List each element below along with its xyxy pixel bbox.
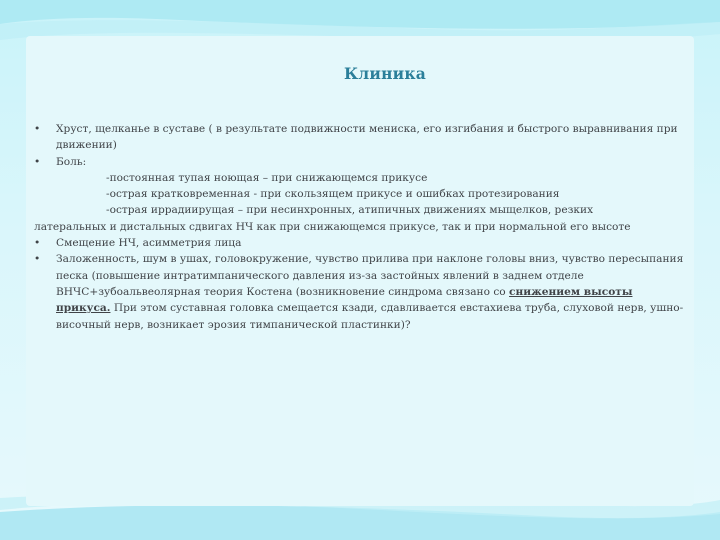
item-text: Смещение НЧ, асимметрия лица bbox=[56, 237, 242, 250]
sub-item: -постоянная тупая ноющая – при снижающемся прикусе bbox=[106, 171, 428, 184]
list-item bbox=[34, 121, 686, 154]
item-text: Хруст, щелканье в суставе ( в результате подвижности мениска, его изгибания и быстрого выравнивания при движении) bbox=[56, 123, 678, 152]
item-text-part: Заложенность, шум в ушах, головокружение, чувство прилива при наклоне головы вниз, чувство пересыпания песка (повышение интратимпанического давления из-за застойных явлений в заднем отделе ВНЧС+зубоальвеолярная теория Костена (возникновение синдрома связано со bbox=[56, 253, 684, 298]
slide-body bbox=[34, 121, 686, 333]
item-text-part: При этом суставная головка смещается кзади, сдавливается евстахиева труба, слуховой нерв, ушно-височный нерв, возникает эрозия тимпанической пластинки)? bbox=[56, 302, 684, 331]
item-text: Боль: bbox=[56, 155, 87, 168]
sub-item-continuation: латеральных и дистальных сдвигах НЧ как при снижающемся прикусе, так и при нормальной его высоте bbox=[34, 220, 631, 233]
sub-item: -острая иррадиирущая – при несинхронных, атипичных движениях мыщелков, резких bbox=[106, 204, 594, 217]
bullet-icon: • bbox=[34, 155, 41, 168]
sub-item: -острая кратковременная - при скользящем прикусе и ошибках протезирования bbox=[106, 188, 560, 201]
slide-title: Клиника bbox=[343, 64, 426, 83]
list-item bbox=[34, 235, 686, 251]
item-text bbox=[56, 253, 683, 330]
bullet-icon: • bbox=[34, 237, 41, 250]
list-item bbox=[34, 251, 686, 332]
bullet-icon: • bbox=[34, 253, 41, 266]
emphasized-text: снижением высоты прикуса. bbox=[56, 285, 633, 315]
bullet-icon: • bbox=[34, 123, 41, 135]
list-item bbox=[34, 154, 686, 170]
